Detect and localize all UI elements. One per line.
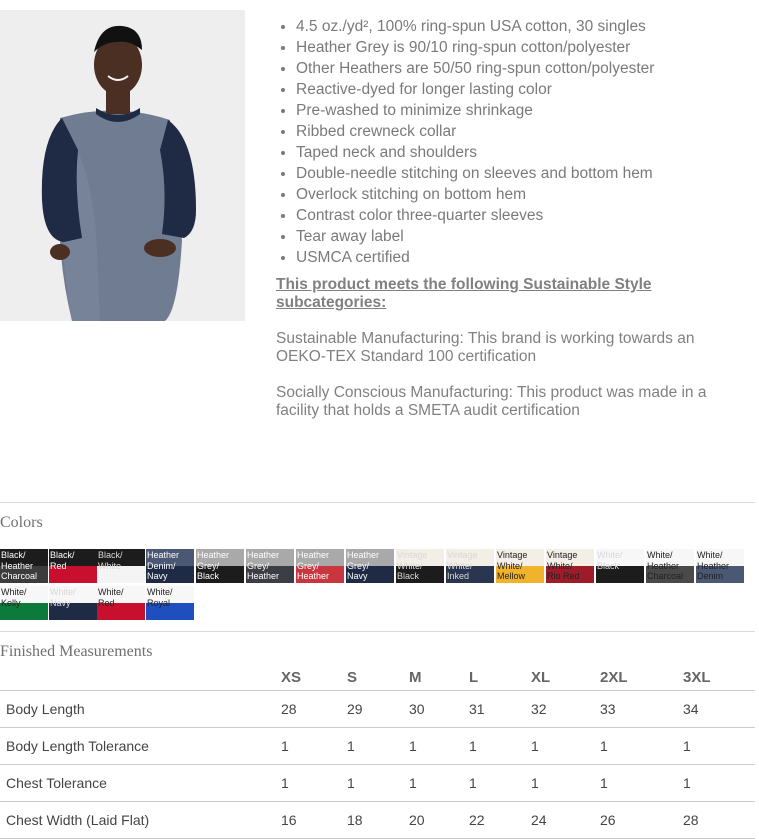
swatch-label: Vintage White/ Inked — [447, 550, 478, 581]
swatch-label: Vintage White/ Mellow — [497, 550, 528, 581]
swatch-label: Heather Grey/ Heather — [297, 550, 330, 581]
divider — [0, 502, 755, 503]
size-header: 3XL — [683, 664, 755, 691]
table-cell: 1 — [281, 728, 347, 765]
table-row — [0, 728, 755, 765]
swatch-label: White/ Heather Denim — [697, 550, 730, 581]
color-swatch[interactable] — [396, 549, 444, 583]
table-cell: 1 — [600, 728, 683, 765]
table-cell: 1 — [683, 728, 755, 765]
feature-item: • Double-needle stitching on sleeves and bottom hem — [296, 163, 759, 184]
table-cell: 1 — [469, 728, 531, 765]
swatch-label: White/ Red — [98, 587, 124, 608]
swatch-label: White/ Navy — [50, 587, 76, 608]
color-swatch[interactable] — [146, 586, 194, 620]
table-cell: 20 — [409, 802, 469, 839]
color-swatch[interactable] — [696, 549, 744, 583]
size-header-row — [0, 664, 755, 691]
size-header: XL — [531, 664, 600, 691]
feature-item: • Heather Grey is 90/10 ring-spun cotton/polyester — [296, 37, 759, 58]
socially-conscious-text: Socially Conscious Manufacturing: This product was made in a facility that holds a SMETA audit certification — [276, 384, 707, 419]
feature-item: • Overlock stitching on bottom hem — [296, 184, 759, 205]
color-swatch[interactable] — [496, 549, 544, 583]
feature-item: • Taped neck and shoulders — [296, 142, 759, 163]
row-label: Body Length — [0, 691, 281, 728]
size-header: S — [347, 664, 409, 691]
size-header: 2XL — [600, 664, 683, 691]
swatch-label: Black/ White — [98, 550, 123, 571]
product-image — [0, 10, 245, 321]
table-cell: 26 — [600, 802, 683, 839]
color-swatch[interactable] — [196, 549, 244, 583]
table-cell: 28 — [281, 691, 347, 728]
swatch-label: Heather Grey/ Heather — [247, 550, 280, 581]
divider — [0, 631, 755, 632]
table-cell: 22 — [469, 802, 531, 839]
row-label: Chest Tolerance — [0, 765, 281, 802]
swatch-label: White/ Kelly — [1, 587, 27, 608]
color-swatch[interactable] — [49, 586, 97, 620]
color-swatch[interactable] — [97, 586, 145, 620]
color-swatch[interactable] — [97, 549, 145, 583]
table-cell: 1 — [409, 728, 469, 765]
table-cell: 33 — [600, 691, 683, 728]
swatch-label: Black/ Red — [50, 550, 75, 571]
sustainable-manufacturing-text: Sustainable Manufacturing: This brand is working towards an OEKO-TEX Standard 100 certification — [276, 330, 695, 365]
table-cell: 16 — [281, 802, 347, 839]
feature-item: • Ribbed crewneck collar — [296, 121, 759, 142]
table-cell: 1 — [347, 728, 409, 765]
color-swatch[interactable] — [296, 549, 344, 583]
feature-item: • Reactive-dyed for longer lasting color — [296, 79, 759, 100]
corner-cell — [0, 664, 281, 691]
feature-item: • 4.5 oz./yd², 100% ring-spun USA cotton, 30 singles — [296, 16, 759, 37]
row-label: Chest Width (Laid Flat) — [0, 802, 281, 839]
feature-item: • Pre-washed to minimize shrinkage — [296, 100, 759, 121]
table-cell: 1 — [683, 765, 755, 802]
swatch-label: Heather Grey/ Black — [197, 550, 230, 581]
feature-item: • Contrast color three-quarter sleeves — [296, 205, 759, 226]
size-header: XS — [281, 664, 347, 691]
swatch-label: Heather Denim/ Navy — [147, 550, 180, 581]
table-cell: 1 — [531, 728, 600, 765]
table-cell: 1 — [469, 765, 531, 802]
swatch-label: White/ Heather Charcoal — [647, 550, 684, 581]
size-header: L — [469, 664, 531, 691]
swatch-label: White/ Black — [597, 550, 623, 571]
table-cell: 1 — [600, 765, 683, 802]
color-swatch[interactable] — [546, 549, 594, 583]
swatch-label: Vintage White/ Rio Red — [547, 550, 580, 581]
feature-item: • Tear away label — [296, 226, 759, 247]
table-row — [0, 765, 755, 802]
row-label: Body Length Tolerance — [0, 728, 281, 765]
color-swatch[interactable] — [0, 586, 48, 620]
measurements-heading: Finished Measurements — [0, 643, 153, 660]
color-swatch-grid — [0, 549, 759, 621]
color-swatch[interactable] — [596, 549, 644, 583]
swatch-label: Vintage White/ Black — [397, 550, 428, 581]
table-row — [0, 802, 755, 839]
feature-item: • Other Heathers are 50/50 ring-spun cotton/polyester — [296, 58, 759, 79]
measurements-table — [0, 664, 755, 839]
table-cell: 32 — [531, 691, 600, 728]
table-cell: 1 — [281, 765, 347, 802]
size-header: M — [409, 664, 469, 691]
table-cell: 29 — [347, 691, 409, 728]
colors-heading: Colors — [0, 514, 43, 531]
color-swatch[interactable] — [646, 549, 694, 583]
color-swatch[interactable] — [49, 549, 97, 583]
table-cell: 34 — [683, 691, 755, 728]
swatch-label: Heather Grey/ Navy — [347, 550, 380, 581]
color-swatch[interactable] — [146, 549, 194, 583]
table-cell: 18 — [347, 802, 409, 839]
color-swatch[interactable] — [346, 549, 394, 583]
feature-list — [277, 16, 759, 268]
table-cell: 30 — [409, 691, 469, 728]
table-row — [0, 691, 755, 728]
table-cell: 28 — [683, 802, 755, 839]
swatch-label: Black/ Heather Charcoal — [1, 550, 38, 581]
table-cell: 1 — [409, 765, 469, 802]
color-swatch[interactable] — [246, 549, 294, 583]
table-cell: 24 — [531, 802, 600, 839]
table-cell: 1 — [347, 765, 409, 802]
table-cell: 1 — [531, 765, 600, 802]
color-swatch[interactable] — [0, 549, 48, 583]
swatch-label: White/ Royal — [147, 587, 173, 608]
table-cell: 31 — [469, 691, 531, 728]
color-swatch[interactable] — [446, 549, 494, 583]
sustainable-style-heading: This product meets the following Sustainable Style subcategories: — [276, 276, 652, 311]
feature-item: • USMCA certified — [296, 247, 759, 268]
